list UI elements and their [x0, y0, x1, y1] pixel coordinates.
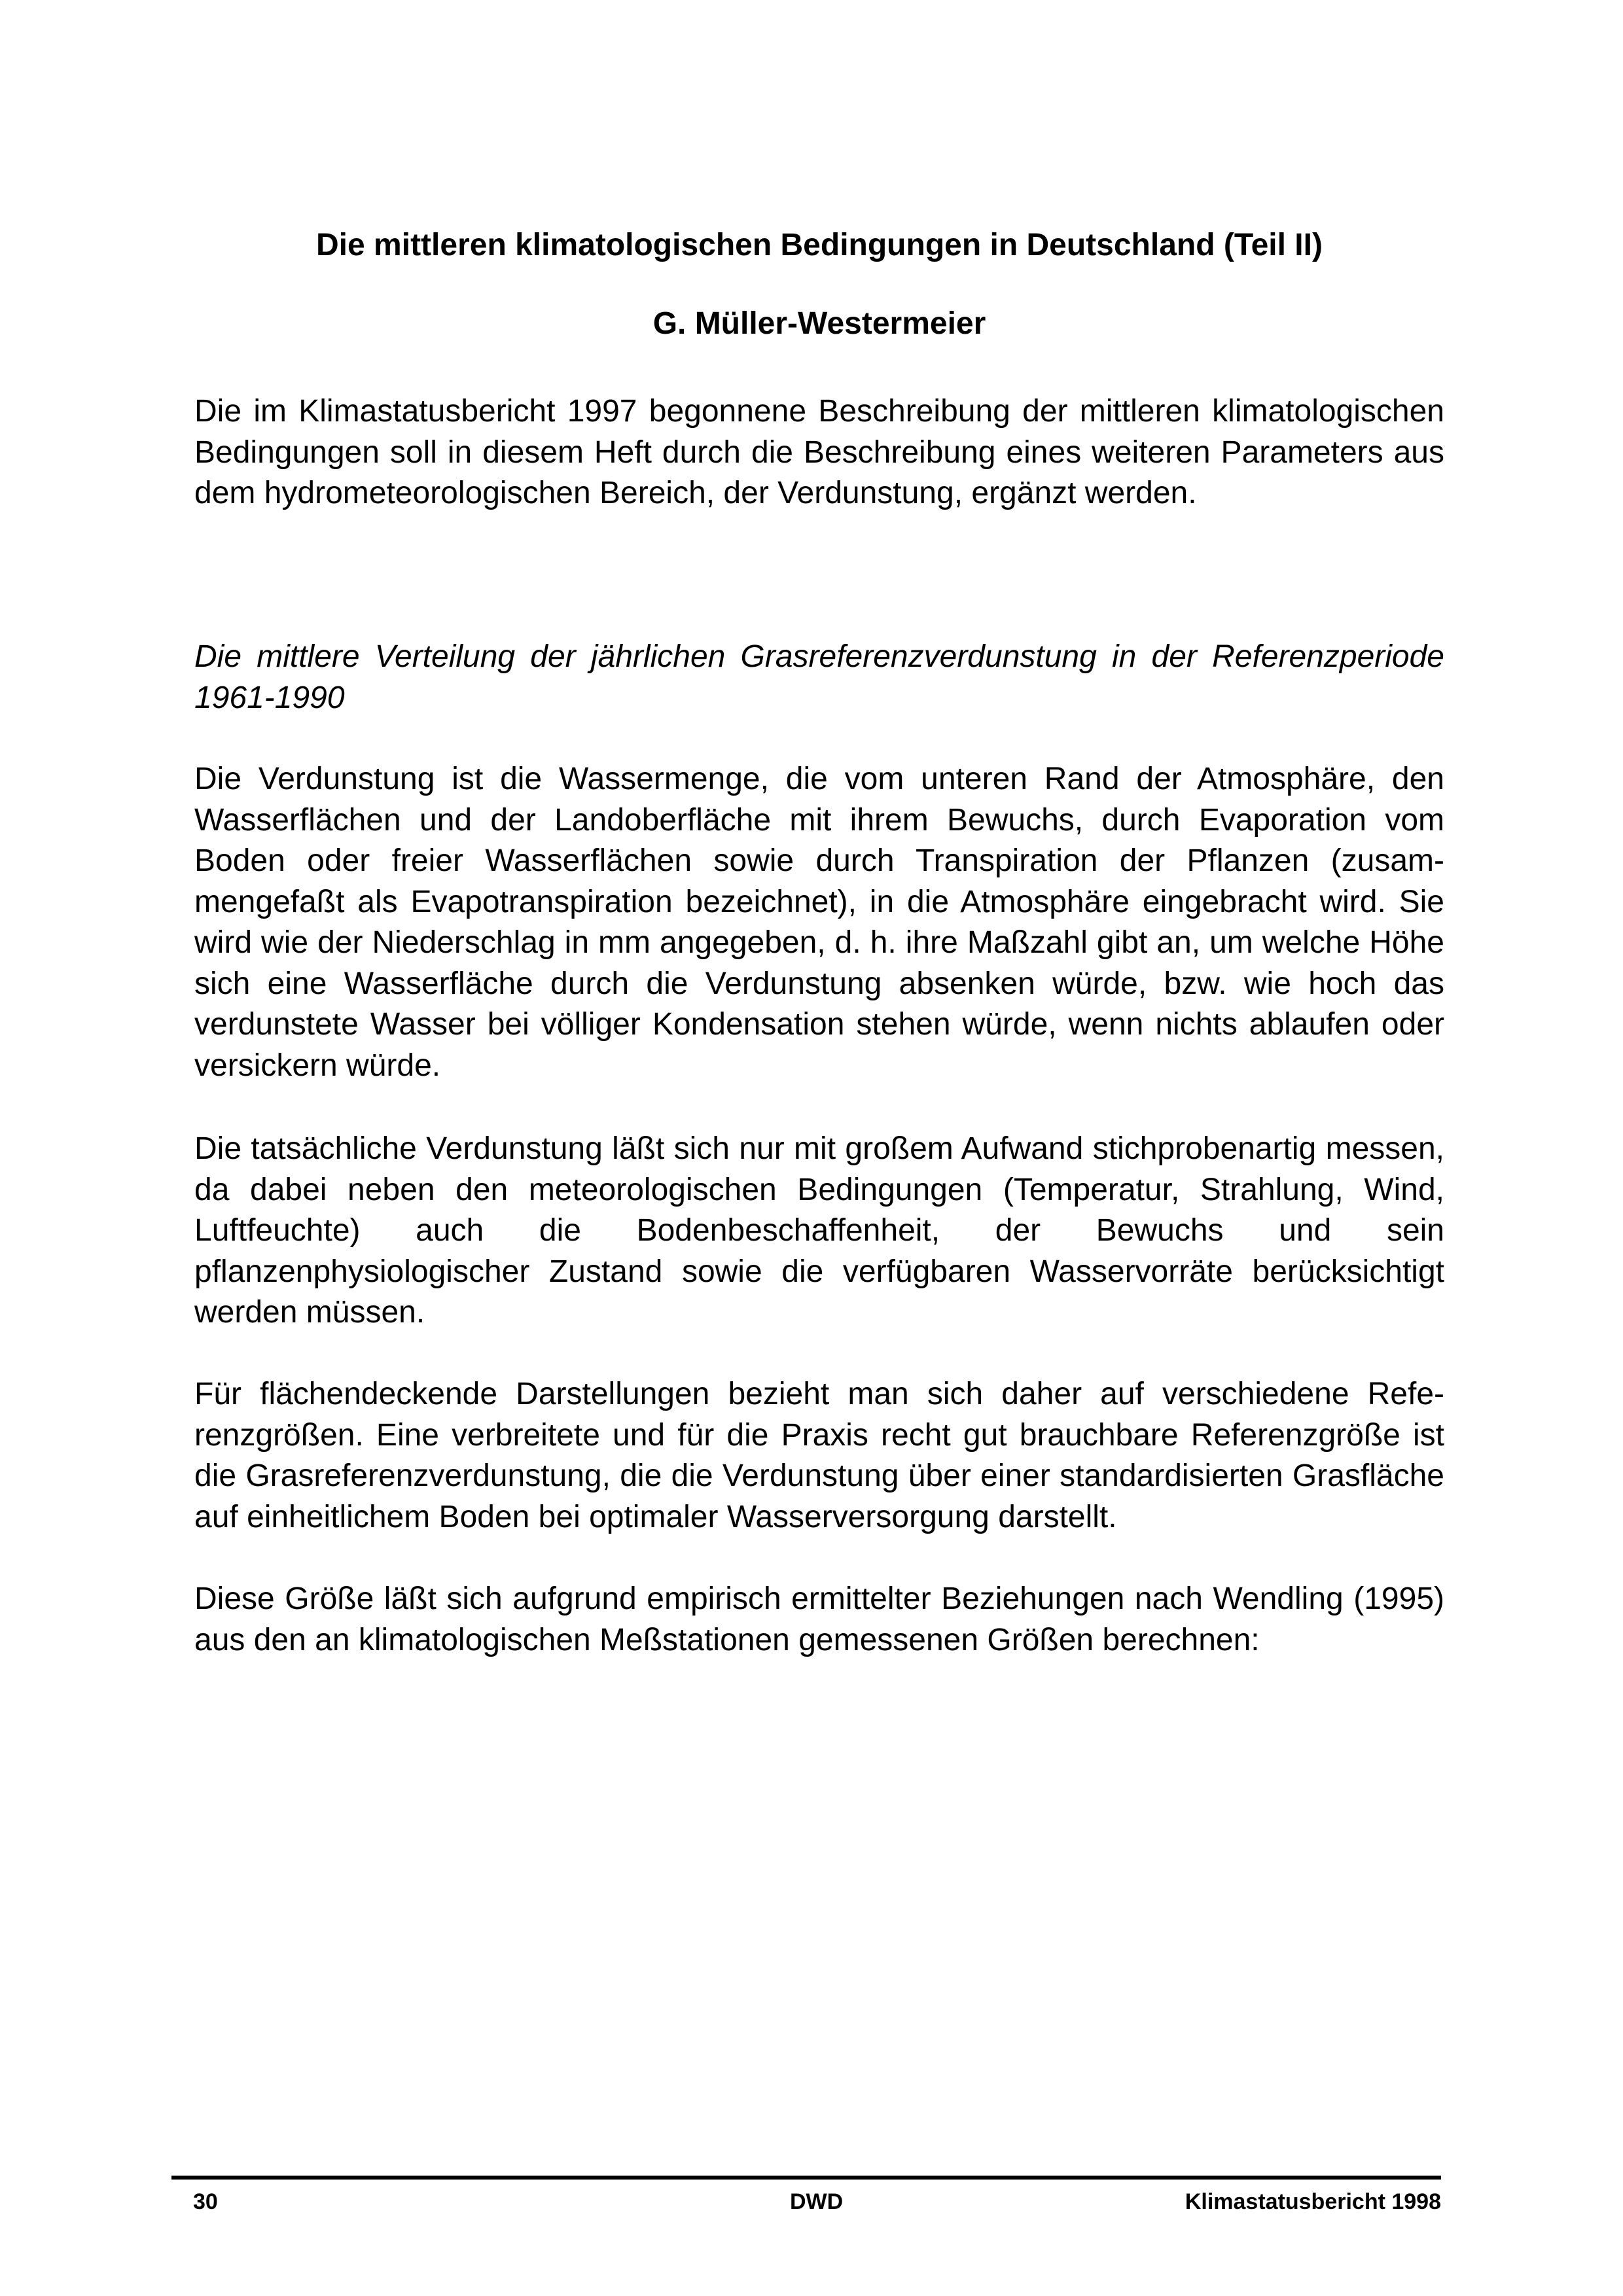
- page-title: Die mittleren klimatologischen Bedingungen in Deutschland (Teil II): [316, 228, 1323, 262]
- body-paragraph: Die tatsächliche Verdunstung läßt sich nur mit großem Aufwand stichprobenartig messen, da dabei neben den meteorologischen Bedingungen (Temperatur, Strahlung, Wind, Luftfeuchte) auch die Bodenbeschaffenheit, der Bewuchs und sein pflanzenphysiologischer Zustand sowie die verfügbaren Wasservorräte berücksichtigt werden müssen.: [194, 1131, 1444, 1330]
- body-paragraph: Die Verdunstung ist die Wassermenge, die vom unteren Rand der Atmosphäre, den Wasserflächen und der Landoberfläche mit ihrem Bewuchs, durch Evaporation vom Boden oder freier Wasserflächen sowie durch Transpiration der Pflanzen (zusammengefaßt als Evapotranspiration bezeichnet), in die Atmosphäre eingebracht wird. Sie wird wie der Niederschlag in mm angegeben, d. h. ihre Maßzahl gibt an, um welche Höhe sich eine Wasserfläche durch die Verdunstung absenken würde, bzw. wie hoch das verdunstete Wasser bei völliger Kondensation stehen würde, wenn nichts ablaufen oder versickern würde.: [194, 762, 1444, 1083]
- footer-rule: [171, 2176, 1441, 2180]
- footer-publisher: DWD: [790, 2189, 844, 2214]
- footer-page-number: 30: [193, 2189, 218, 2214]
- body-paragraph: Für flächendeckende Darstellungen bezieht man sich daher auf verschiedene Referenzgrößen. Eine verbreitete und für die Praxis recht gut brauchbare Referenzgröße ist die Grasreferenzverdunstung, die die Verdunstung über einer standardisierten Grasfläche auf einheitlichem Boden bei optimaler Wasserversorgung darstellt.: [194, 1377, 1444, 1534]
- body-paragraph: Diese Größe läßt sich aufgrund empirisch ermittelter Beziehungen nach Wendling (1995) aus den an klimatologischen Meßstationen gemessenen Größen berechnen:: [194, 1581, 1444, 1657]
- footer-report-title: Klimastatusbericht 1998: [1185, 2189, 1441, 2214]
- intro-paragraph: Die im Klimastatusbericht 1997 begonnene Beschreibung der mittleren klimatologischen Bedingungen soll in diesem Heft durch die Beschreibung eines weiteren Parameters aus dem hydrometeorologischen Bereich, der Verdunstung, ergänzt werden.: [194, 394, 1444, 510]
- author-name: G. Müller-Westermeier: [652, 306, 986, 341]
- section-heading: Die mittlere Verteilung der jährlichen Grasreferenzverdunstung in der Referenzperiode 1961-1990: [194, 639, 1444, 715]
